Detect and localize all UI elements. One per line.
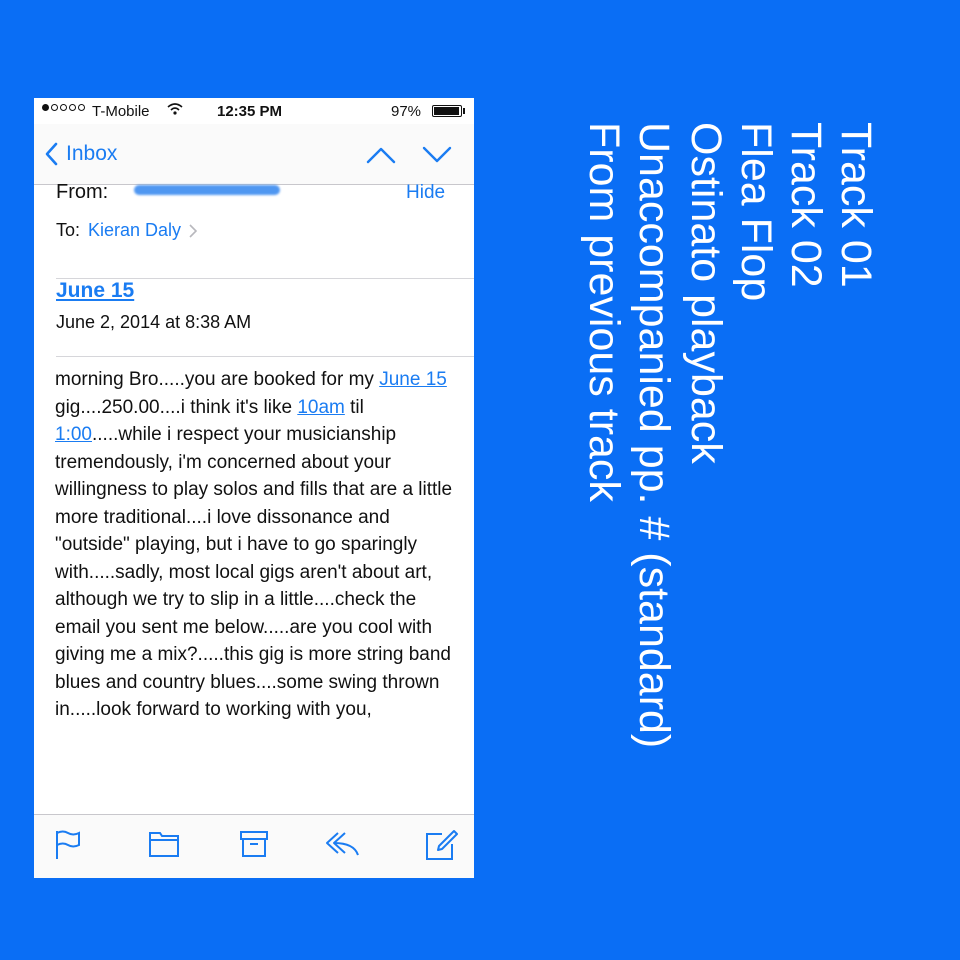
recipient-name[interactable]: Kieran Daly [88, 220, 182, 240]
hide-details-link[interactable]: Hide [406, 182, 446, 203]
body-text-1: morning Bro.....you are booked for my [55, 369, 374, 390]
message-date: June 2, 2014 at 8:38 AM [56, 312, 252, 332]
body-text-3: til [344, 396, 364, 418]
to-label: To: [56, 220, 81, 240]
track-title: Unaccompanied pp. # (standard) [630, 122, 678, 749]
time-link-10am[interactable]: 10am [297, 396, 345, 418]
status-time: 12:35 PM [217, 103, 283, 120]
track-title: Flea Flop [732, 122, 780, 302]
from-label: From: [56, 181, 109, 203]
back-label: Inbox [66, 142, 118, 165]
body-text-4: .....while i respect your musicianship tremendously, i'm concerned about your willingness to play solos and fills that are a little more traditional....i love dissonance and "outside" playing, but i have to go sparingly with.....sadly, most local gigs aren't about art, although we try to slip in a little....check the email you sent me below.....are you cool with giving me a mix?.....this gig is more string band blues and country blues....some swing thrown in.....look forward to working with you, [55, 424, 453, 720]
track-title: Track 02 [782, 122, 830, 288]
date-link-june-15[interactable]: June 15 [379, 369, 447, 390]
track-title: Track 01 [832, 122, 880, 288]
track-title: Ostinato playback [682, 122, 730, 464]
time-link-1-00[interactable]: 1:00 [55, 424, 92, 445]
message-subject[interactable]: June 15 [56, 279, 135, 302]
body-text-2: gig....250.00....i think it's like [55, 396, 293, 418]
track-title: From previous track [580, 122, 628, 502]
battery-percent: 97% [391, 103, 422, 120]
carrier-name: T-Mobile [92, 103, 150, 120]
